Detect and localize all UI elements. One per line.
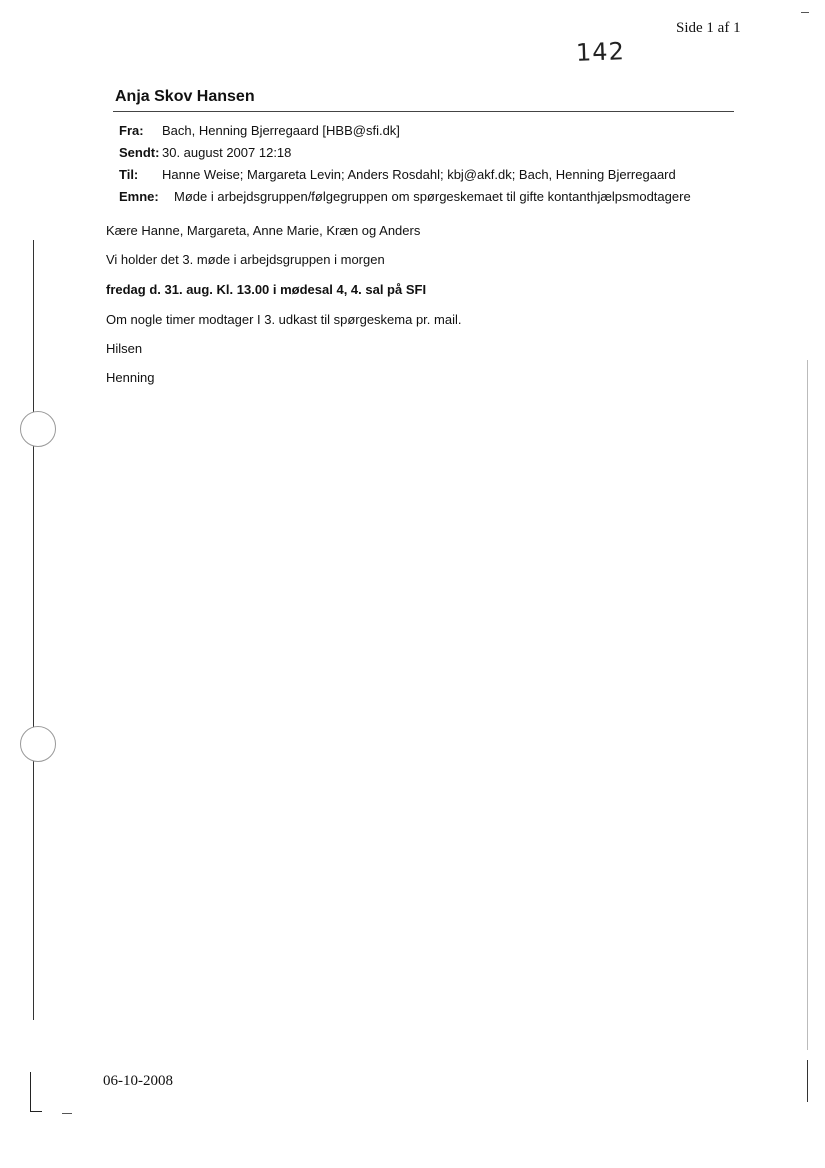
subject-label: Emne: bbox=[119, 189, 159, 204]
to-label: Til: bbox=[119, 167, 139, 182]
punch-hole bbox=[20, 411, 56, 447]
closing: Hilsen bbox=[106, 341, 143, 356]
subject-value: Møde i arbejdsgruppen/følgegruppen om spørgeskemaet til gifte kontanthjælpsmodtagere bbox=[174, 189, 691, 204]
from-value: Bach, Henning Bjerregaard [HBB@sfi.dk] bbox=[162, 123, 400, 138]
scan-right-edge-lower bbox=[807, 1060, 808, 1102]
signature: Henning bbox=[106, 370, 155, 385]
print-date: 06-10-2008 bbox=[103, 1073, 173, 1089]
body-line: Om nogle timer modtager I 3. udkast til spørgeskema pr. mail. bbox=[106, 312, 462, 327]
sent-label: Sendt: bbox=[119, 145, 160, 160]
punch-hole bbox=[20, 726, 56, 762]
scan-corner-mark bbox=[801, 12, 809, 13]
sent-value: 30. august 2007 12:18 bbox=[162, 145, 292, 160]
body-line: Vi holder det 3. møde i arbejdsgruppen i morgen bbox=[106, 252, 385, 267]
greeting: Kære Hanne, Margareta, Anne Marie, Kræn og Anders bbox=[106, 223, 421, 238]
sender-name: Anja Skov Hansen bbox=[115, 88, 255, 105]
scan-left-edge-lower bbox=[30, 1072, 31, 1112]
to-value: Hanne Weise; Margareta Levin; Anders Rosdahl; kbj@akf.dk; Bach, Henning Bjerregaard bbox=[162, 167, 676, 182]
scan-corner-mark bbox=[62, 1113, 72, 1114]
meeting-details: fredag d. 31. aug. Kl. 13.00 i mødesal 4, 4. sal på SFI bbox=[106, 282, 427, 297]
page-number: Side 1 af 1 bbox=[676, 20, 741, 36]
scan-right-edge bbox=[807, 360, 808, 1050]
scan-left-edge bbox=[33, 240, 34, 1020]
scan-corner-mark bbox=[30, 1111, 42, 1112]
header-divider bbox=[113, 111, 734, 112]
handwritten-annotation: 142 bbox=[575, 37, 626, 67]
from-label: Fra: bbox=[119, 123, 144, 138]
